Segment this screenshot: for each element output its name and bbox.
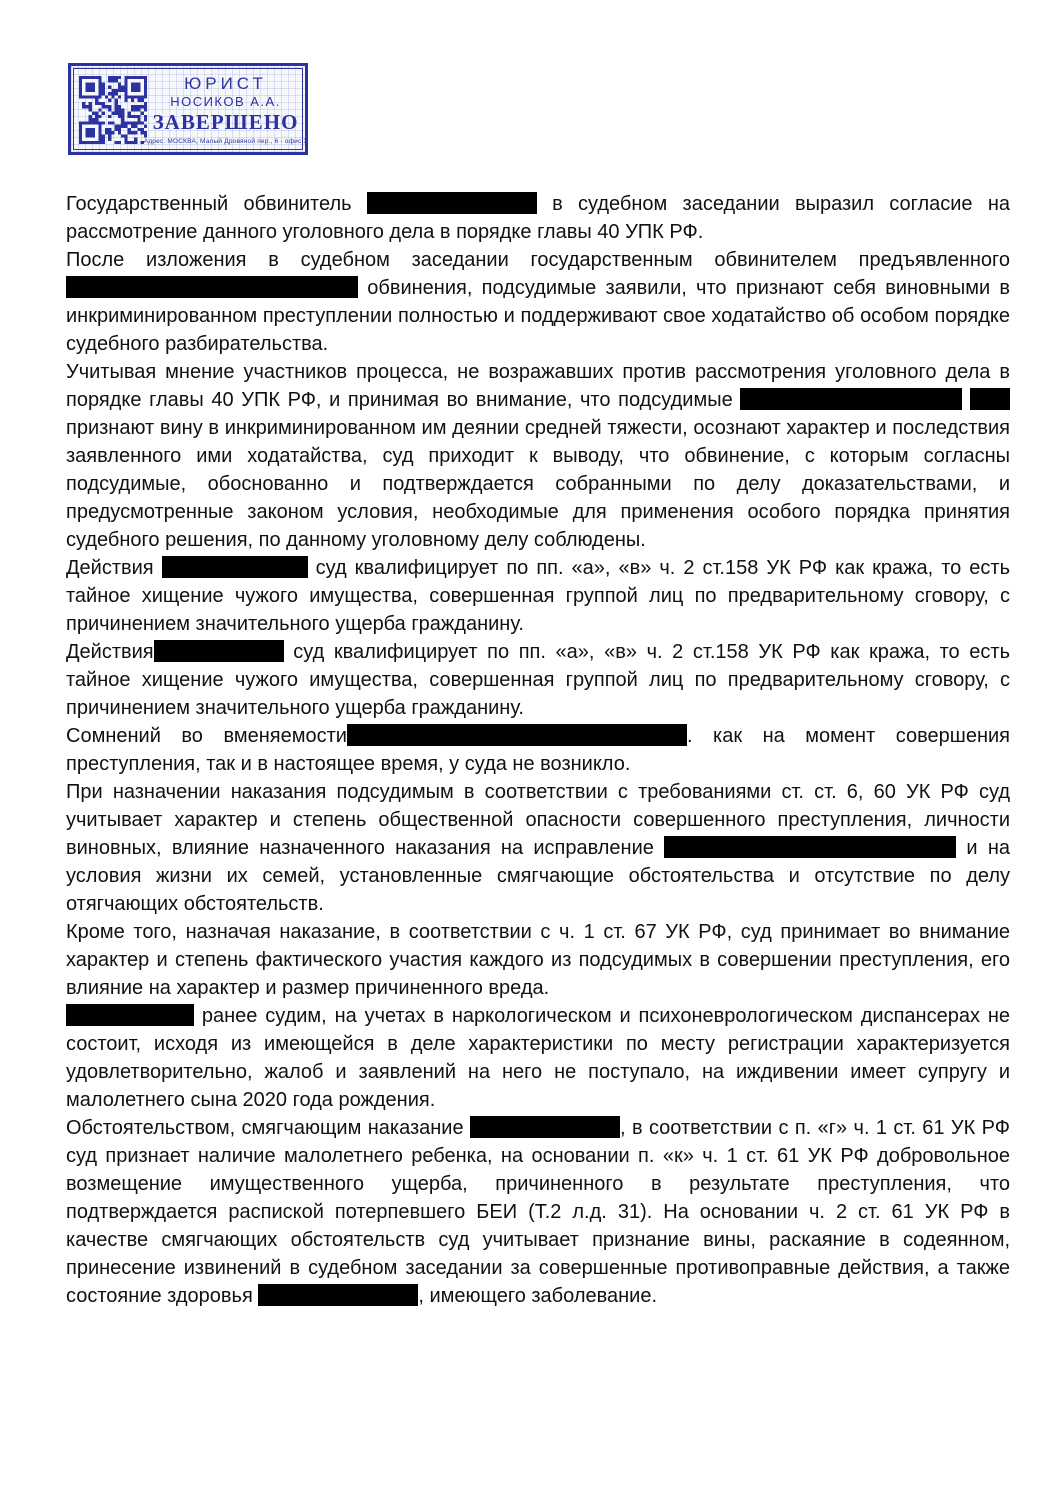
text-run: Действия — [66, 557, 162, 579]
stamp-address: Адрес: МОСКВА, Малый Дровяной пер., 6 - офис 3 — [143, 137, 308, 145]
redaction-bar — [470, 1116, 620, 1138]
document-body — [66, 190, 1010, 1310]
stamp-text-block — [143, 73, 308, 145]
paragraph — [66, 918, 1010, 1002]
text-run: , в соответствии с п. «г» ч. 1 ст. 61 УК РФ суд признает наличие малолетнего ребенка, на основании п. «к» ч. 1 ст. 61 УК РФ добровольное возмещение имущественного ущерба, причиненного в результате преступления, что подтверждается распиской потерпевшего БЕИ (Т.2 л.д. 31). На основании ч. 2 ст. 61 УК РФ в качестве смягчающих обстоятельств суд учитывает признание вины, раскаяние в содеянном, принесение извинений в судебном заседании за совершенные противоправные действия, а также состояние здоровья — [66, 1117, 1010, 1307]
text-run: суд квалифицирует по пп. «а», «в» ч. 2 ст.158 УК РФ как кража, то есть тайное хищение чужого имущества, совершенная группой лиц по предварительному сговору, с причинением значительного ущерба гражданину. — [66, 641, 1010, 719]
paragraph — [66, 722, 1010, 778]
paragraph — [66, 1114, 1010, 1310]
text-run — [962, 389, 970, 411]
paragraph — [66, 190, 1010, 246]
redaction-bar — [347, 724, 687, 746]
paragraph — [66, 246, 1010, 358]
text-run: Обстоятельством, смягчающим наказание — [66, 1117, 470, 1139]
paragraph — [66, 638, 1010, 722]
redaction-bar — [664, 836, 956, 858]
lawyer-stamp — [68, 63, 308, 155]
paragraph — [66, 1002, 1010, 1114]
text-run: обвинения, подсудимые заявили, что признают себя виновными в инкриминированном преступлении полностью и поддерживают свое ходатайство об особом порядке судебного разбирательства. — [66, 277, 1010, 355]
stamp-status-label: ЗАВЕРШЕНО — [152, 110, 299, 135]
paragraph — [66, 554, 1010, 638]
text-run: Кроме того, назначая наказание, в соответствии с ч. 1 ст. 67 УК РФ, суд принимает во внимание характер и степень фактического участия каждого из подсудимых в совершении преступления, его влияние на характер и размер причиненного вреда. — [66, 921, 1010, 999]
redaction-bar — [970, 388, 1010, 410]
stamp-inner-frame — [73, 68, 308, 150]
qr-code-icon — [79, 76, 147, 144]
text-run: в судебном заседании выразил согласие на рассмотрение данного уголовного дела в порядке главы 40 УПК РФ. — [66, 193, 1010, 243]
redaction-bar — [162, 556, 308, 578]
text-run: признают вину в инкриминированном им деянии средней тяжести, осознают характер и последствия заявленного ими ходатайства, суд приходит к выводу, что обвинение, с которым согласны подсудимые, обоснованно и подтверждается собранными по делу доказательствами, и предусмотренные законом условия, необходимые для применения особого порядка принятия судебного решения, по данному уголовному делу соблюдены. — [66, 417, 1010, 551]
text-run: Сомнений во вменяемости — [66, 725, 347, 747]
text-run: и на условия жизни их семей, установленные смягчающие обстоятельства и отсутствие по делу отягчающих обстоятельств. — [66, 837, 1010, 915]
text-run: При назначении наказания подсудимым в соответствии с требованиями ст. ст. 6, 60 УК РФ суд учитывает характер и степень общественной опасности совершенного преступления, личности виновных, влияние назначенного наказания на исправление — [66, 781, 1010, 859]
stamp-lawyer-name: НОСИКОВ А.А. — [170, 93, 281, 109]
redaction-bar — [367, 192, 537, 214]
redaction-bar — [740, 388, 962, 410]
redaction-bar — [154, 640, 284, 662]
redaction-bar — [66, 1004, 194, 1026]
text-run: суд квалифицирует по пп. «а», «в» ч. 2 ст.158 УК РФ как кража, то есть тайное хищение чужого имущества, совершенная группой лиц по предварительному сговору, с причинением значительного ущерба гражданину. — [66, 557, 1010, 635]
text-run: Действия — [66, 641, 154, 663]
text-run: , имеющего заболевание. — [418, 1285, 658, 1307]
redaction-bar — [66, 276, 358, 298]
stamp-title: ЮРИСТ — [184, 73, 267, 93]
text-run: ранее судим, на учетах в наркологическом и психоневрологическом диспансерах не состоит, исходя из имеющейся в деле характеристики по месту регистрации характеризуется удовлетворительно, жалоб и заявлений на него не поступало, на иждивении имеет супругу и малолетнего сына 2020 года рождения. — [66, 1005, 1010, 1111]
paragraph — [66, 358, 1010, 554]
paragraph — [66, 778, 1010, 918]
text-run: После изложения в судебном заседании государственным обвинителем предъявленного — [66, 249, 1010, 271]
text-run: Учитывая мнение участников процесса, не возражавших против рассмотрения уголовного дела в порядке главы 40 УПК РФ, и принимая во внимание, что подсудимые — [66, 361, 1010, 411]
text-run: Государственный обвинитель — [66, 193, 367, 215]
redaction-bar — [258, 1284, 418, 1306]
text-run: . как на момент совершения преступления, так и в настоящее время, у суда не возникло. — [66, 725, 1010, 775]
